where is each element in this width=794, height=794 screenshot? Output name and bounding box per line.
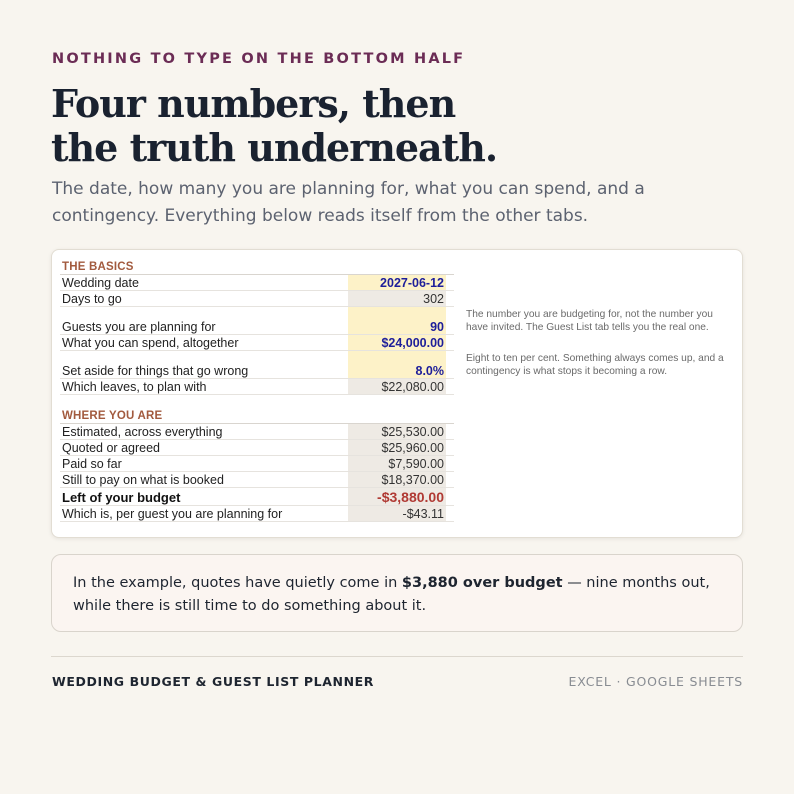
row-label: Still to pay on what is booked (62, 473, 224, 487)
row-label: Estimated, across everything (62, 425, 223, 439)
per-guest-cell: -$43.11 (348, 506, 446, 522)
empty-input-cell (348, 307, 446, 319)
footer-divider (51, 656, 743, 657)
spreadsheet-preview (51, 249, 743, 538)
row-label: Which is, per guest you are planning for (62, 507, 283, 521)
estimated-cell: $25,530.00 (348, 424, 446, 440)
left-of-budget-cell: -$3,880.00 (348, 488, 446, 506)
subheading: The date, how many you are planning for, what you can spend, and a contingency. Everything below reads itself from the other tabs. (52, 179, 645, 226)
callout-box (51, 554, 743, 632)
days-to-go-cell: 302 (348, 291, 446, 307)
row-label: Left of your budget (62, 489, 181, 505)
row-label: What you can spend, altogether (62, 336, 239, 350)
row-per-guest (60, 506, 454, 522)
section-label-where: WHERE YOU ARE (62, 409, 163, 422)
callout-emphasis: $3,880 over budget (401, 575, 563, 591)
headline-line-2: the truth underneath. (51, 125, 498, 170)
row-paid (60, 456, 454, 472)
product-name: WEDDING BUDGET & GUEST LIST PLANNER (52, 674, 375, 689)
guests-note: The number you are budgeting for, not the number you have invited. The Guest List tab tells you the real one. (466, 309, 713, 333)
section-label-basics: THE BASICS (62, 260, 134, 273)
row-left-of-budget (60, 488, 454, 506)
row-label: Set aside for things that go wrong (62, 364, 249, 378)
row-leaves (60, 379, 454, 395)
row-spend (60, 335, 454, 351)
paid-cell: $7,590.00 (348, 456, 446, 472)
callout-text-before: In the example, quotes have quietly come in (73, 575, 402, 591)
spend-cell[interactable]: $24,000.00 (348, 335, 446, 351)
row-label: Which leaves, to plan with (62, 380, 207, 394)
callout-text-after: — nine months out, while there is still time to do something about it. (73, 575, 710, 614)
row-contingency (60, 363, 454, 379)
section-header-basics (60, 258, 454, 275)
still-to-pay-cell: $18,370.00 (348, 472, 446, 488)
row-guests (60, 319, 454, 335)
row-label: Wedding date (62, 276, 139, 290)
contingency-cell[interactable]: 8.0% (348, 363, 446, 379)
row-label: Quoted or agreed (62, 441, 160, 455)
budget-grid (60, 258, 454, 522)
row-label: Paid so far (62, 457, 122, 471)
row-estimated (60, 424, 454, 440)
section-header-where (60, 407, 454, 424)
page-title (51, 82, 751, 170)
spacer-row (60, 395, 454, 407)
row-quoted (60, 440, 454, 456)
leaves-cell: $22,080.00 (348, 379, 446, 395)
eyebrow-label: NOTHING TO TYPE ON THE BOTTOM HALF (52, 51, 466, 67)
quoted-cell: $25,960.00 (348, 440, 446, 456)
contingency-note: Eight to ten per cent. Something always comes up, and a contingency is what stops it becoming a row. (466, 353, 724, 377)
row-days-to-go (60, 291, 454, 307)
spacer-row (60, 307, 454, 319)
row-still-to-pay (60, 472, 454, 488)
headline-line-1: Four numbers, then (51, 81, 456, 126)
wedding-date-cell[interactable]: 2027-06-12 (348, 275, 446, 291)
guests-cell[interactable]: 90 (348, 319, 446, 335)
row-wedding-date (60, 275, 454, 291)
platforms-label: EXCEL · GOOGLE SHEETS (568, 674, 743, 689)
empty-input-cell (348, 351, 446, 363)
spacer-row (60, 351, 454, 363)
row-label: Guests you are planning for (62, 320, 216, 334)
row-label: Days to go (62, 292, 122, 306)
